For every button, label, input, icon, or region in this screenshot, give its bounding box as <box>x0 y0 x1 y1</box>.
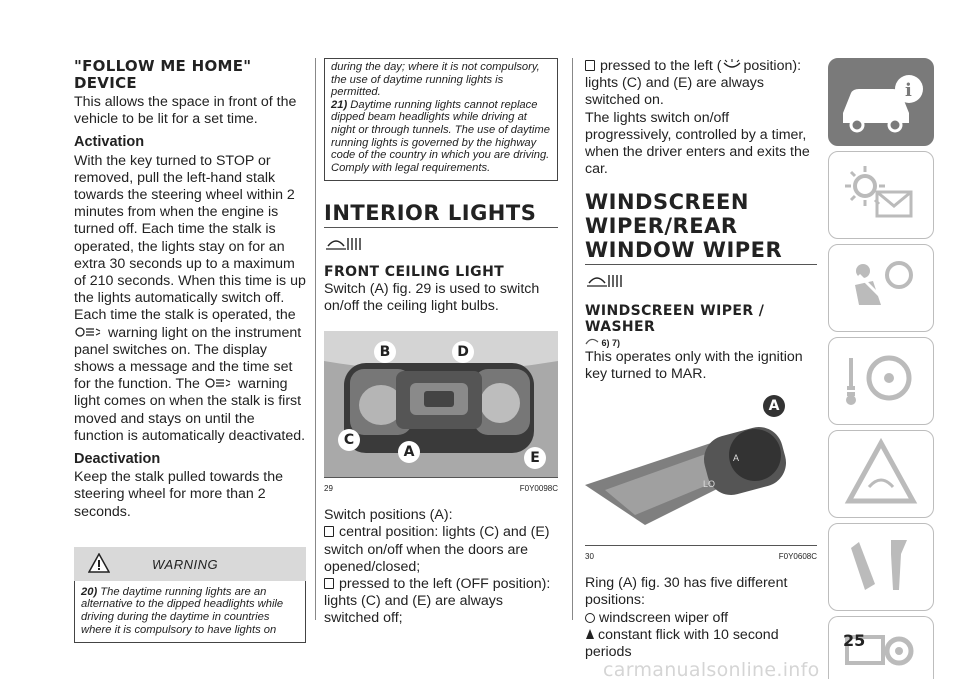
switch-position-on <box>585 58 817 110</box>
watermark: carmanualsonline.info <box>603 659 820 681</box>
off-circle-icon <box>585 613 595 623</box>
warning-header <box>74 547 306 581</box>
maintenance-icon <box>829 524 933 610</box>
switch-position-off <box>324 576 558 628</box>
activation-text-2c: warning light comes on when the stalk is first moved and stays on until the function is automatically deactivated. <box>74 376 306 444</box>
column-divider <box>572 58 573 620</box>
safety-icon <box>829 245 933 331</box>
activation-text-2b: warning light on the instrument panel switches on. The display shows a message and the time set for the function. The <box>74 324 302 393</box>
ceiling-light-on-icon <box>721 59 743 71</box>
switch-position-on-text-a: pressed to the left ( <box>600 58 722 74</box>
figure-30-wiper-stalk <box>585 395 817 545</box>
figure-29-caption <box>324 477 558 497</box>
page-number: 25 <box>843 631 866 650</box>
figure-number: 29 <box>324 483 333 493</box>
tab-servicing-maintenance[interactable] <box>828 523 934 611</box>
callout-d: D <box>452 341 474 363</box>
switch-position-central-text: central position: lights (C) and (E) switch on/off when the doors are opened/closed; <box>324 524 550 575</box>
reference-numbers: 6) 7) <box>601 337 621 348</box>
warning-body <box>74 581 306 643</box>
figure-number: 30 <box>585 552 594 562</box>
warning-continued <box>324 58 558 181</box>
emergency-icon <box>829 431 933 517</box>
middle-column <box>324 58 558 628</box>
follow-me-home-warning-icon <box>204 377 234 389</box>
activation-heading: Activation <box>74 134 145 151</box>
figure-code: F0Y0098C <box>519 483 558 493</box>
ring-position-off <box>585 610 817 627</box>
svg-text:A: A <box>733 453 740 464</box>
wiper-stalk-image <box>585 395 817 545</box>
activation-text-2a: Each time the stalk is operated, the <box>74 307 296 324</box>
deactivation-text: Keep the stalk pulled towards the steering wheel for more than 2 seconds. <box>74 469 284 520</box>
switch-position-on-text-b: position): lights (C) and (E) are always switched on. <box>585 58 802 109</box>
progressive-text: The lights switch on/off progressively, controlled by a timer, when the driver enters and exits the car. <box>585 109 810 178</box>
light-symbol-icon <box>585 271 625 291</box>
warning-lights-icon <box>829 152 933 238</box>
tab-safety[interactable] <box>828 244 934 332</box>
warning-number: 20) <box>81 585 98 598</box>
front-ceiling-light-text: Switch (A) fig. 29 is used to switch on/off the ceiling light bulbs. <box>324 280 540 314</box>
figure-30-caption <box>585 545 817 565</box>
wiper-washer-heading: WINDSCREEN WIPER / WASHER <box>585 302 765 335</box>
warning-label: WARNING <box>152 556 219 572</box>
ring-text: Ring (A) fig. 30 has five different positions: <box>585 575 788 609</box>
bullet-square-icon <box>324 578 334 589</box>
svg-text:i: i <box>905 80 912 101</box>
warning-text: The daytime running lights are an alternative to the dipped headlights while driving during the daytime in countries where it is compulsory to have lights on <box>81 585 284 636</box>
column-divider <box>315 58 316 620</box>
callout-c: C <box>338 429 360 451</box>
warning-triangle-icon <box>88 553 110 573</box>
small-hand-icon <box>585 336 599 346</box>
follow-me-home-warning-icon <box>74 326 104 338</box>
tab-warning-lights[interactable] <box>828 151 934 239</box>
switch-positions-title: Switch positions (A): <box>324 507 453 524</box>
intro-text: This allows the space in front of the vehicle to be lit for a set time. <box>74 94 297 128</box>
svg-text:LO: LO <box>703 479 716 490</box>
wiper-washer-text: This operates only with the ignition key turned to MAR. <box>585 348 803 382</box>
deactivation-heading: Deactivation <box>74 451 161 468</box>
car-info-icon <box>829 59 933 145</box>
bullet-square-icon <box>585 60 595 71</box>
warning-number-2: 21) <box>331 98 348 111</box>
figure-29-ceiling-light <box>324 331 558 477</box>
callout-b: B <box>374 341 396 363</box>
warning-text-2: Daytime running lights cannot replace dipped beam headlights while driving at night or through tunnels. The use of daytime running lights is governed by the highway code of the country in which you are driving. Comply with legal requirements. <box>331 98 550 174</box>
switch-position-off-text: pressed to the left (OFF position): lights (C) and (E) are always switched off; <box>324 575 551 627</box>
right-column <box>585 58 817 661</box>
wiper-section-heading: WINDSCREEN WIPER/REAR WINDOW WIPER <box>585 190 817 265</box>
front-ceiling-light-heading: FRONT CEILING LIGHT <box>324 263 505 280</box>
ring-position-off-text: windscreen wiper off <box>599 609 729 626</box>
light-symbol-icon <box>324 234 364 254</box>
tab-in-an-emergency[interactable] <box>828 430 934 518</box>
callout-a: A <box>763 395 785 417</box>
warning-references <box>585 336 817 349</box>
activation-text: With the key turned to STOP or removed, pull the left-hand stalk towards the steering wheel within 2 minutes from when the engine is turned off. Each time the stalk is operated, the lights stay on for an extra 30 seconds up to a maximum of 210 seconds. When this time is up the lights automatically switch off. <box>74 152 306 307</box>
left-column <box>74 58 306 643</box>
ring-position-intermittent <box>585 627 817 661</box>
ring-position-intermittent-text: constant flick with 10 second periods <box>585 626 779 661</box>
interior-lights-heading: INTERIOR LIGHTS <box>324 201 558 228</box>
callout-a: A <box>398 441 420 463</box>
callout-e: E <box>524 447 546 469</box>
starting-driving-icon <box>829 338 933 424</box>
section-title: "FOLLOW ME HOME" DEVICE <box>74 57 252 92</box>
tab-starting-driving[interactable] <box>828 337 934 425</box>
activation-text-2 <box>74 307 306 445</box>
tab-knowing-your-car[interactable] <box>828 58 934 146</box>
bullet-square-icon <box>324 526 334 537</box>
ceiling-light-image <box>324 331 558 477</box>
warning-continued-text: during the day; where it is not compulsory, the use of daytime running lights is permitted. <box>331 61 540 99</box>
switch-position-central <box>324 524 558 576</box>
figure-code: F0Y0608C <box>778 552 817 562</box>
intermittent-wiper-icon <box>585 628 595 640</box>
